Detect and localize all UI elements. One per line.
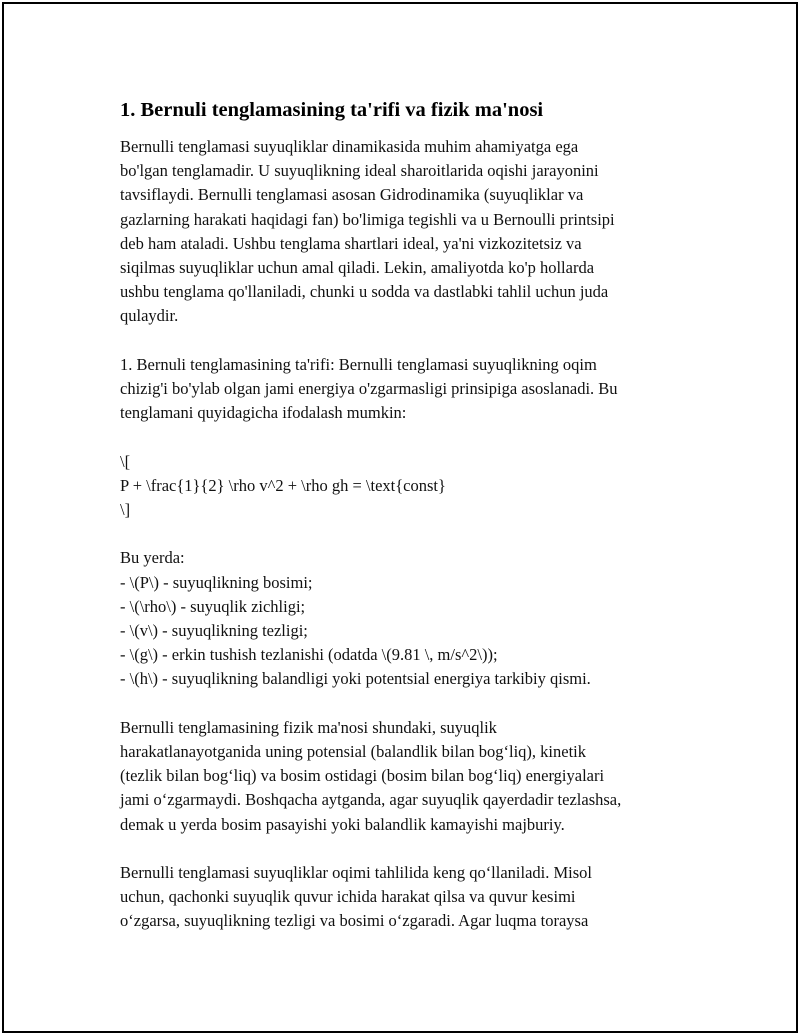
text-line: uchun, qachonki suyuqlik quvur ichida harakat qilsa va quvur kesimi: [120, 887, 576, 907]
formula-expression: P + \frac{1}{2} \rho v^2 + \rho gh = \text{const}: [120, 475, 446, 495]
text-line: tavsiflaydi. Bernulli tenglamasi asosan Gidrodinamika (suyuqliklar va: [120, 185, 584, 205]
text-line: harakatlanayotganida uning potensial (balandlik bilan bog‘liq), kinetik: [120, 742, 586, 762]
text-line: siqilmas suyuqliklar uchun amal qiladi. Lekin, amaliyotda ko'p hollarda: [120, 258, 595, 278]
text-line: demak u yerda bosim pasayishi yoki balandlik kamayishi majburiy.: [120, 814, 565, 834]
physical-meaning-paragraph: [120, 716, 690, 837]
intro-paragraph: [120, 135, 690, 329]
text-line: Bernulli tenglamasi suyuqliklar oqimi tahlilida keng qo‘llaniladi. Misol: [120, 863, 593, 883]
text-line: Bernulli tenglamasining fizik ma'nosi shundaki, suyuqlik: [120, 717, 497, 737]
application-paragraph: [120, 861, 690, 934]
page-frame: [2, 2, 798, 1033]
text-line: Bernulli tenglamasi suyuqliklar dinamikasida muhim ahamiyatga ega: [120, 137, 579, 156]
text-line: chizig'i bo'ylab olgan jami energiya o'zgarmasligi prinsipiga asoslanadi. Bu: [120, 379, 618, 399]
text-line: qulaydir.: [120, 306, 179, 326]
formula-block: [120, 450, 690, 523]
formula-close: \]: [120, 500, 131, 520]
text-line: jami o‘zgarmaydi. Boshqacha aytganda, agar suyuqlik qayerdadir tezlashsa,: [120, 790, 622, 810]
document-body: [120, 96, 690, 958]
text-line: ushbu tenglama qo'llaniladi, chunki u sodda va dastlabki tahlil uchun juda: [120, 282, 609, 302]
text-line: 1. Bernuli tenglamasining ta'rifi: Bernulli tenglamasi suyuqlikning oqim: [120, 354, 597, 374]
list-item: - \(h\) - suyuqlikning balandligi yoki potentsial energiya tarkibiy qismi.: [120, 669, 591, 689]
list-item: - \(v\) - suyuqlikning tezligi;: [120, 621, 308, 641]
section-heading: 1. Bernuli tenglamasining ta'rifi va fizik ma'nosi: [120, 99, 544, 121]
list-item: - \(\rho\) - suyuqlik zichligi;: [120, 596, 306, 616]
text-line: tenglamani quyidagicha ifodalash mumkin:: [120, 403, 407, 423]
definition-paragraph: [120, 353, 690, 426]
text-line: o‘zgarsa, suyuqlikning tezligi va bosimi o‘zgaradi. Agar luqma toraysa: [120, 911, 589, 931]
text-line: (tezlik bilan bog‘liq) va bosim ostidagi (bosim bilan bog‘liq) energiyalari: [120, 766, 605, 786]
definitions-intro: Bu yerda:: [120, 548, 185, 568]
list-item: - \(P\) - suyuqlikning bosimi;: [120, 572, 313, 592]
definitions-list: [120, 546, 690, 691]
list-item: - \(g\) - erkin tushish tezlanishi (odatda \(9.81 \, m/s^2\));: [120, 645, 498, 665]
formula-open: \[: [120, 451, 131, 471]
text-line: gazlarning harakati haqidagi fan) bo'limiga tegishli va u Bernoulli printsipi: [120, 209, 615, 229]
text-line: bo'lgan tenglamadir. U suyuqlikning ideal sharoitlarida oqishi jarayonini: [120, 161, 599, 181]
text-line: deb ham ataladi. Ushbu tenglama shartlari ideal, ya'ni vizkozitetsiz va: [120, 233, 582, 253]
